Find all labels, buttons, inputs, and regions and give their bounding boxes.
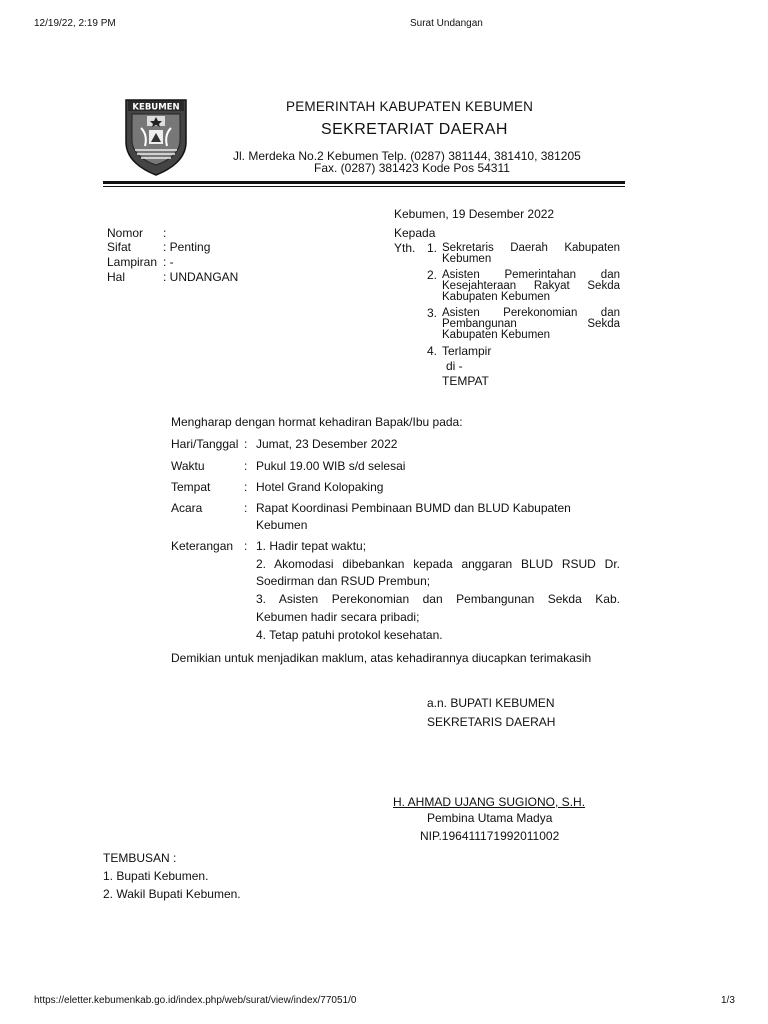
- meta-value-nomor: :: [163, 226, 167, 240]
- note-item: 1. Hadir tepat waktu;: [256, 539, 367, 553]
- tembusan-title: TEMBUSAN :: [103, 851, 177, 865]
- detail-value-agenda: Rapat Koordinasi Pembinaan BUMD dan BLUD Kabupaten: [256, 501, 571, 515]
- letter-date: Kebumen, 19 Desember 2022: [394, 207, 555, 221]
- letterhead-office: SEKRETARIAT DAERAH: [321, 121, 508, 138]
- recipient-number: 4.: [427, 344, 438, 358]
- recipient-di: di -: [446, 359, 463, 373]
- print-page-number: 1/3: [721, 995, 735, 1006]
- body-closing: Demikian untuk menjadikan maklum, atas kehadirannya diucapkan terimakasih: [171, 651, 592, 665]
- signature-office: SEKRETARIS DAERAH: [427, 715, 556, 729]
- detail-colon: :: [244, 480, 248, 494]
- recipient-number: 2.: [427, 268, 438, 282]
- detail-value-agenda-cont: Kebumen: [256, 518, 308, 532]
- note-item: Kebumen hadir secara pribadi;: [256, 610, 420, 624]
- tembusan-item: 2. Wakil Bupati Kebumen.: [103, 887, 241, 901]
- letterhead-fax: Fax. (0287) 381423 Kode Pos 54311: [314, 161, 510, 175]
- detail-value-place: Hotel Grand Kolopaking: [256, 480, 384, 494]
- logo-lettering: KEBUMEN: [132, 102, 180, 113]
- detail-colon: :: [244, 501, 248, 515]
- detail-colon: :: [244, 539, 248, 553]
- recipient-line: Asisten Pemerintahan dan: [442, 269, 620, 281]
- recipient-number: 1.: [427, 241, 438, 255]
- print-title: Surat Undangan: [410, 18, 483, 29]
- recipient-kepada: Kepada: [394, 226, 436, 240]
- recipient-yth: Yth.: [394, 241, 416, 255]
- signatory-nip: NIP.196411171992011002: [420, 829, 560, 843]
- recipient-line: Terlampir: [442, 344, 492, 358]
- letterhead-rule: [103, 181, 625, 184]
- recipient-line: Kabupaten Kebumen: [442, 291, 551, 303]
- detail-label-agenda: Acara: [171, 501, 203, 515]
- meta-label-nomor: Nomor: [107, 226, 144, 240]
- detail-label-place: Tempat: [171, 480, 211, 494]
- signatory-rank: Pembina Utama Madya: [427, 811, 553, 825]
- meta-label-lampiran: Lampiran: [107, 255, 158, 269]
- meta-value-lampiran: : -: [163, 255, 174, 269]
- recipient-line: Pembangunan Sekda: [442, 318, 620, 330]
- recipient-line: Kabupaten Kebumen: [442, 329, 551, 341]
- kebumen-emblem-logo: [123, 98, 189, 176]
- letterhead-rule-thin: [103, 186, 625, 187]
- note-item: 4. Tetap patuhi protokol kesehatan.: [256, 628, 443, 642]
- meta-label-sifat: Sifat: [107, 240, 132, 254]
- letterhead-government: PEMERINTAH KABUPATEN KEBUMEN: [286, 99, 534, 114]
- recipient-line: Kebumen: [442, 253, 492, 265]
- print-datetime: 12/19/22, 2:19 PM: [34, 18, 116, 29]
- meta-value-hal: : UNDANGAN: [163, 270, 239, 284]
- note-item: 2. Akomodasi dibebankan kepada anggaran BLUD RSUD Dr.: [256, 557, 620, 571]
- meta-label-hal: Hal: [107, 270, 126, 284]
- recipient-tempat: TEMPAT: [442, 374, 489, 388]
- detail-value-time: Pukul 19.00 WIB s/d selesai: [256, 459, 406, 473]
- tembusan-item: 1. Bupati Kebumen.: [103, 869, 209, 883]
- detail-label-notes: Keterangan: [171, 539, 234, 553]
- detail-colon: :: [244, 437, 248, 451]
- letterhead-address: Jl. Merdeka No.2 Kebumen Telp. (0287) 381144, 381410, 381205: [233, 149, 581, 163]
- detail-label-time: Waktu: [171, 459, 205, 473]
- detail-label-date: Hari/Tanggal: [171, 437, 239, 451]
- signature-on-behalf: a.n. BUPATI KEBUMEN: [427, 696, 555, 710]
- detail-value-date: Jumat, 23 Desember 2022: [256, 437, 398, 451]
- note-item: 3. Asisten Perekonomian dan Pembangunan Sekda Kab.: [256, 592, 620, 606]
- recipient-line: Kesejahteraan Rakyat Sekda: [442, 280, 620, 292]
- note-item: Soedirman dan RSUD Prembun;: [256, 574, 431, 588]
- recipient-line: Sekretaris Daerah Kabupaten: [442, 242, 620, 254]
- meta-value-sifat: : Penting: [163, 240, 211, 254]
- print-url: https://eletter.kebumenkab.go.id/index.php/web/surat/view/index/77051/0: [34, 995, 357, 1006]
- signatory-name: H. AHMAD UJANG SUGIONO, S.H.: [393, 795, 586, 809]
- body-intro: Mengharap dengan hormat kehadiran Bapak/Ibu pada:: [171, 415, 463, 429]
- detail-colon: :: [244, 459, 248, 473]
- recipient-number: 3.: [427, 306, 438, 320]
- recipient-line: Asisten Perekonomian dan: [442, 307, 620, 319]
